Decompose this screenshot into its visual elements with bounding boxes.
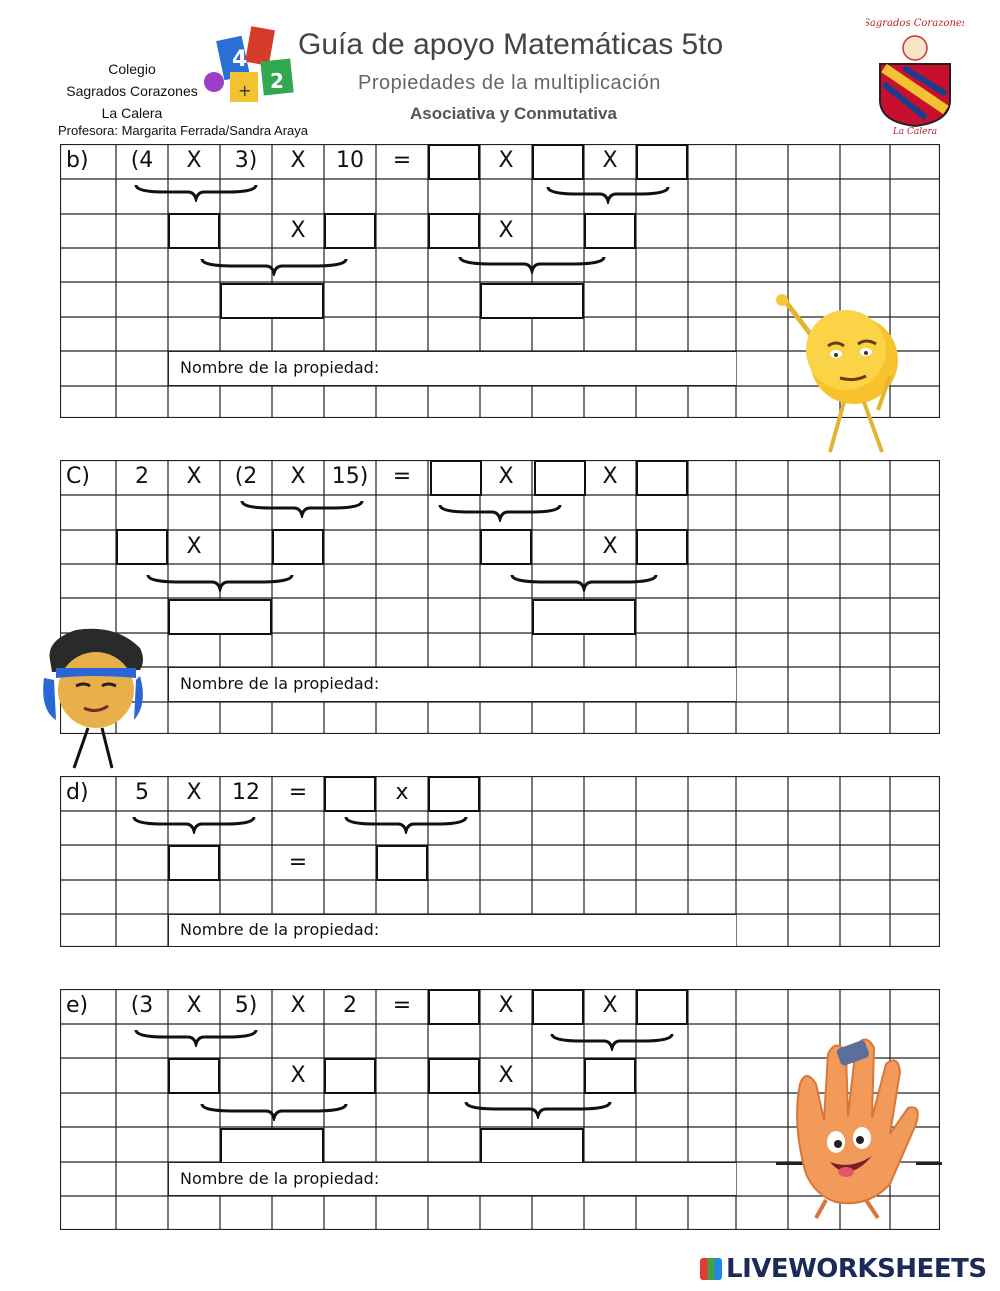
result-box[interactable]	[480, 1128, 584, 1164]
answer-box[interactable]	[428, 1058, 480, 1094]
expression-token: 5	[135, 780, 149, 805]
exercise-letter: b)	[66, 148, 89, 173]
times-sign: X	[186, 148, 202, 173]
times-sign: X	[290, 464, 306, 489]
answer-box[interactable]	[324, 1058, 376, 1094]
curly-brace	[132, 814, 256, 834]
times-sign: X	[602, 148, 618, 173]
exercise-letter: C)	[66, 464, 90, 489]
answer-box[interactable]	[168, 845, 220, 881]
curly-brace	[510, 572, 658, 592]
crest-text-top: Sagrados Corazones	[866, 18, 964, 29]
exercise-c	[60, 460, 940, 734]
exercise-letter: e)	[66, 993, 89, 1018]
times-sign: X	[186, 534, 202, 559]
answer-box[interactable]	[480, 529, 532, 565]
answer-box[interactable]	[534, 460, 586, 496]
emoji-character-image	[36, 620, 156, 770]
curly-brace	[458, 254, 606, 274]
result-box[interactable]	[480, 283, 584, 319]
answer-box[interactable]	[532, 989, 584, 1025]
curly-brace	[464, 1099, 612, 1119]
curly-brace	[200, 256, 348, 276]
answer-box[interactable]	[636, 989, 688, 1025]
answer-box[interactable]	[428, 989, 480, 1025]
equals-sign: =	[288, 780, 308, 805]
page-subtitle: Propiedades de la multiplicación	[358, 72, 661, 94]
result-box[interactable]	[168, 599, 272, 635]
times-sign: X	[290, 1063, 306, 1088]
curly-brace	[550, 1031, 674, 1051]
school-line-3: La Calera	[101, 105, 163, 121]
answer-box[interactable]	[532, 144, 584, 180]
property-label: Nombre de la propiedad:	[180, 674, 380, 693]
answer-box[interactable]	[376, 845, 428, 881]
svg-text:2: 2	[270, 69, 284, 93]
times-sign: X	[602, 464, 618, 489]
answer-box[interactable]	[428, 144, 480, 180]
crest-text-bottom: La Calera	[892, 127, 938, 136]
equals-sign: =	[392, 464, 412, 489]
times-sign: X	[498, 464, 514, 489]
answer-box[interactable]	[584, 213, 636, 249]
times-sign: X	[498, 1063, 514, 1088]
answer-box[interactable]	[636, 144, 688, 180]
expression-token: 12	[232, 780, 260, 805]
answer-box[interactable]	[168, 213, 220, 249]
times-sign: X	[498, 218, 514, 243]
times-sign: x	[395, 780, 409, 805]
curly-brace	[438, 502, 562, 522]
property-label: Nombre de la propiedad:	[180, 920, 380, 939]
answer-box[interactable]	[116, 529, 168, 565]
times-sign: X	[186, 780, 202, 805]
page-subtitle-properties: Asociativa y Conmutativa	[410, 104, 617, 123]
answer-box[interactable]	[428, 776, 480, 812]
times-sign: X	[498, 993, 514, 1018]
result-box[interactable]	[220, 283, 324, 319]
expression-token: 15)	[331, 464, 369, 489]
exercise-letter: d)	[66, 780, 89, 805]
answer-box[interactable]	[428, 213, 480, 249]
curly-brace	[546, 184, 670, 204]
property-label: Nombre de la propiedad:	[180, 1169, 380, 1188]
teacher-name: Profesora: Margarita Ferrada/Sandra Araya	[58, 123, 309, 138]
curly-brace	[134, 1027, 258, 1047]
answer-box[interactable]	[324, 776, 376, 812]
expression-token: 5)	[234, 993, 258, 1018]
equals-sign: =	[392, 993, 412, 1018]
equals-sign: =	[392, 148, 412, 173]
expression-token: 2	[343, 993, 357, 1018]
expression-token: (2	[234, 464, 258, 489]
curly-brace	[146, 572, 294, 592]
times-sign: X	[290, 148, 306, 173]
times-sign: X	[498, 148, 514, 173]
school-name	[52, 58, 212, 124]
school-line-2: Sagrados Corazones	[66, 83, 198, 99]
expression-token: (4	[130, 148, 154, 173]
school-line-1: Colegio	[108, 61, 156, 77]
answer-box[interactable]	[272, 529, 324, 565]
curly-brace	[134, 182, 258, 202]
equals-sign: =	[288, 850, 308, 875]
svg-text:+: +	[238, 81, 252, 100]
times-sign: X	[290, 993, 306, 1018]
math-clipart-image	[200, 20, 308, 112]
expression-token: 3)	[234, 148, 258, 173]
times-sign: X	[602, 534, 618, 559]
curly-brace	[344, 814, 468, 834]
times-sign: X	[602, 993, 618, 1018]
answer-box[interactable]	[430, 460, 482, 496]
exercise-d	[60, 776, 940, 947]
answer-box[interactable]	[636, 529, 688, 565]
result-box[interactable]	[532, 599, 636, 635]
liveworksheets-brand: LIVEWORKSHEETS	[726, 1254, 987, 1284]
expression-token: 2	[135, 464, 149, 489]
emoji-character-image	[776, 1024, 942, 1220]
emoji-character-image	[766, 292, 936, 458]
liveworksheets-logo	[700, 1254, 987, 1284]
school-crest	[866, 14, 964, 136]
answer-box[interactable]	[324, 213, 376, 249]
answer-box[interactable]	[584, 1058, 636, 1094]
expression-token: 10	[336, 148, 364, 173]
result-box[interactable]	[220, 1128, 324, 1164]
answer-box[interactable]	[636, 460, 688, 496]
times-sign: X	[186, 993, 202, 1018]
svg-text:4: 4	[232, 47, 248, 72]
times-sign: X	[186, 464, 202, 489]
liveworksheets-icon	[700, 1258, 722, 1280]
expression-token: (3	[130, 993, 154, 1018]
curly-brace	[200, 1101, 348, 1121]
page-title: Guía de apoyo Matemáticas 5to	[298, 28, 724, 61]
answer-box[interactable]	[168, 1058, 220, 1094]
curly-brace	[240, 498, 364, 518]
times-sign: X	[290, 218, 306, 243]
property-label: Nombre de la propiedad:	[180, 358, 380, 377]
